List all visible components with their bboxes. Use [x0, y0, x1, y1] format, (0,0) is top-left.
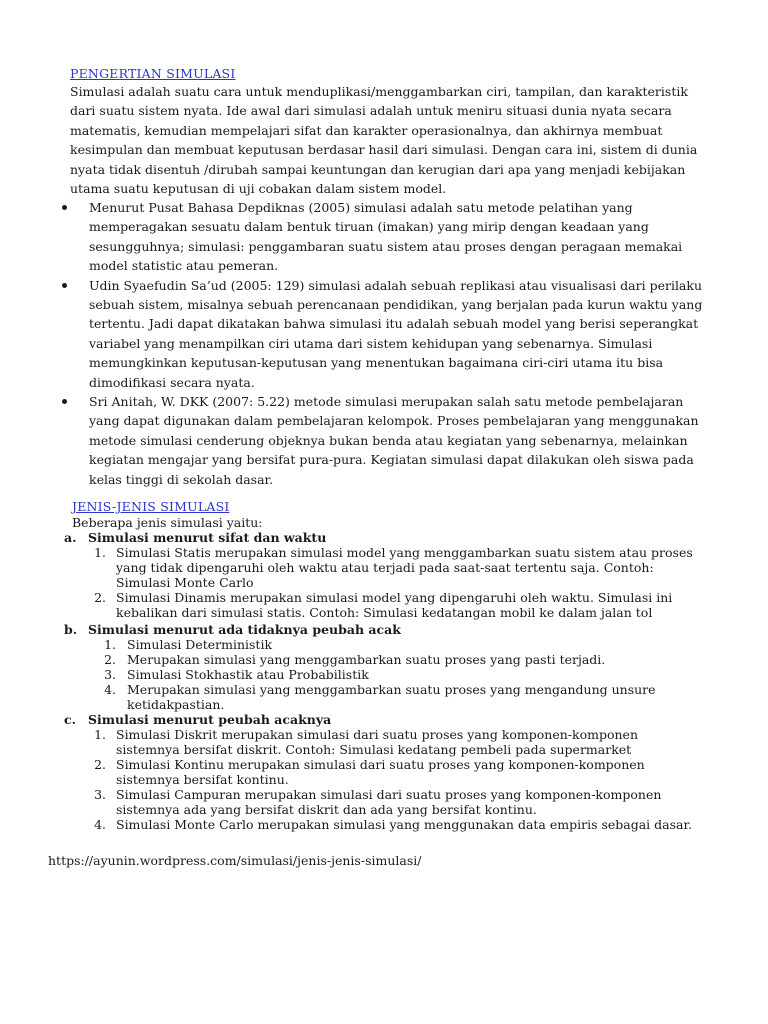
list-item: [64, 545, 704, 590]
bullet-icon: [62, 399, 67, 404]
definition-paragraph: Simulasi adalah suatu cara untuk menduplikasi/menggambarkan ciri, tampilan, dan karakteristik dari suatu sistem nyata. Ide awal dari simulasi adalah untuk meniru situasi dunia nyata secara matematis, kemudian mempelajari sifat dan karakter operasionalnya, dan akhirnya membuat kesimpulan dan membuat keputusan berdasar hasil dari simulasi. Dengan cara ini, sistem di dunia nyata tidak disentuh /dirubah sampai keuntungan dan kerugian dari apa yang menjadi kebijakan utama suatu keputusan di uji cobakan dalam sistem model.: [70, 84, 698, 197]
numbered-list: [64, 545, 704, 620]
group-letter: c.: [64, 712, 76, 727]
group-letter: b.: [64, 622, 78, 637]
list-item: [64, 757, 704, 787]
definition-bullet-list: [60, 198, 705, 489]
list-line: Simulasi Dinamis merupakan simulasi model yang dipengaruhi oleh waktu. Simulasi ini: [116, 590, 673, 605]
list-number: 1.: [94, 727, 106, 742]
list-item: [64, 787, 704, 817]
list-item: [64, 667, 704, 682]
list-item: [64, 817, 704, 832]
group-title: [64, 712, 704, 727]
list-number: 1.: [94, 545, 106, 560]
list-line: Simulasi Stokhastik atau Probabilistik: [127, 667, 369, 682]
bullet-item: [60, 198, 705, 276]
bullet-icon: [62, 283, 67, 288]
list-item: [64, 652, 704, 667]
section-heading-jenis: JENIS-JENIS SIMULASI: [72, 499, 230, 514]
group-letter: a.: [64, 530, 77, 545]
list-item: [64, 637, 704, 652]
type-group-b: [64, 622, 704, 712]
list-line: ketidakpastian.: [127, 697, 225, 712]
list-number: 4.: [104, 682, 116, 697]
list-number: 1.: [104, 637, 116, 652]
list-line: sistemnya bersifat kontinu.: [116, 772, 289, 787]
list-line: Simulasi Deterministik: [127, 637, 273, 652]
list-number: 3.: [104, 667, 116, 682]
list-line: sistemnya bersifat diskrit. Contoh: Simulasi kedatang pembeli pada supermarket: [116, 742, 632, 757]
group-title-text: Simulasi menurut ada tidaknya peubah acak: [88, 622, 401, 637]
list-line: Merupakan simulasi yang menggambarkan suatu proses yang mengandung unsure: [127, 682, 656, 697]
numbered-list: [64, 727, 704, 832]
group-title: [64, 622, 704, 637]
list-line: kebalikan dari simulasi statis. Contoh: Simulasi kedatangan mobil ke dalam jalan tol: [116, 605, 653, 620]
group-title-text: Simulasi menurut sifat dan waktu: [88, 530, 327, 545]
group-title-text: Simulasi menurut peubah acaknya: [88, 712, 332, 727]
bullet-item: [60, 392, 705, 489]
bullet-icon: [62, 205, 67, 210]
source-url: https://ayunin.wordpress.com/simulasi/jenis-jenis-simulasi/: [48, 853, 422, 868]
bullet-text: Udin Syaefudin Sa’ud (2005: 129) simulasi adalah sebuah replikasi atau visualisasi dari perilaku sebuah sistem, misalnya sebuah perencanaan pendidikan, yang berjalan pada kurun waktu yang tertentu. Jadi dapat dikatakan bahwa simulasi itu adalah sebuah model yang berisi seperangkat variabel yang menampilkan ciri utama dari sistem kehidupan yang sebenarnya. Simulasi memungkinkan keputusan-keputusan yang menentukan bagaimana ciri-ciri utama itu bisa dimodifikasi secara nyata.: [89, 277, 703, 390]
list-item: [64, 727, 704, 757]
list-line: yang tidak dipengaruhi oleh waktu atau terjadi pada saat-saat tertentu saja. Contoh:: [116, 560, 654, 575]
list-item: [64, 590, 704, 620]
type-group-c: [64, 712, 704, 832]
type-group-a: [64, 530, 704, 620]
intro-text: Beberapa jenis simulasi yaitu:: [72, 515, 263, 530]
bullet-text: Menurut Pusat Bahasa Depdiknas (2005) simulasi adalah satu metode pelatihan yang memperagakan sesuatu dalam bentuk tiruan (imakan) yang mirip dengan keadaan yang sesungguhnya; simulasi: penggambaran suatu sistem atau proses dengan peragaan memakai model statistic atau pemeran.: [89, 200, 683, 274]
list-line: Simulasi Kontinu merupakan simulasi dari suatu proses yang komponen-komponen: [116, 757, 645, 772]
list-line: Simulasi Campuran merupakan simulasi dari suatu proses yang komponen-komponen: [116, 787, 662, 802]
list-line: Simulasi Diskrit merupakan simulasi dari suatu proses yang komponen-komponen: [116, 727, 639, 742]
list-number: 2.: [94, 757, 106, 772]
bullet-item: [60, 276, 705, 392]
list-number: 3.: [94, 787, 106, 802]
list-number: 4.: [94, 817, 106, 832]
list-line: Simulasi Statis merupakan simulasi model yang menggambarkan suatu sistem atau proses: [116, 545, 693, 560]
section-heading-pengertian: PENGERTIAN SIMULASI: [70, 66, 236, 81]
list-line: Simulasi Monte Carlo merupakan simulasi yang menggunakan data empiris sebagai dasar.: [116, 817, 693, 832]
list-line: Simulasi Monte Carlo: [116, 575, 254, 590]
list-number: 2.: [94, 590, 106, 605]
numbered-list: [64, 637, 704, 712]
list-number: 2.: [104, 652, 116, 667]
group-title: [64, 530, 704, 545]
list-line: Merupakan simulasi yang menggambarkan suatu proses yang pasti terjadi.: [127, 652, 606, 667]
list-item: [64, 682, 704, 712]
bullet-text: Sri Anitah, W. DKK (2007: 5.22) metode simulasi merupakan salah satu metode pembelajaran yang dapat digunakan dalam pembelajaran kelompok. Proses pembelajaran yang menggunakan metode simulasi cenderung objeknya bukan benda atau kegiatan yang sebenarnya, melainkan kegiatan mengajar yang bersifat pura-pura. Kegiatan simulasi dapat dilakukan oleh siswa pada kelas tinggi di sekolah dasar.: [89, 394, 699, 487]
list-line: sistemnya ada yang bersifat diskrit dan ada yang bersifat kontinu.: [116, 802, 537, 817]
